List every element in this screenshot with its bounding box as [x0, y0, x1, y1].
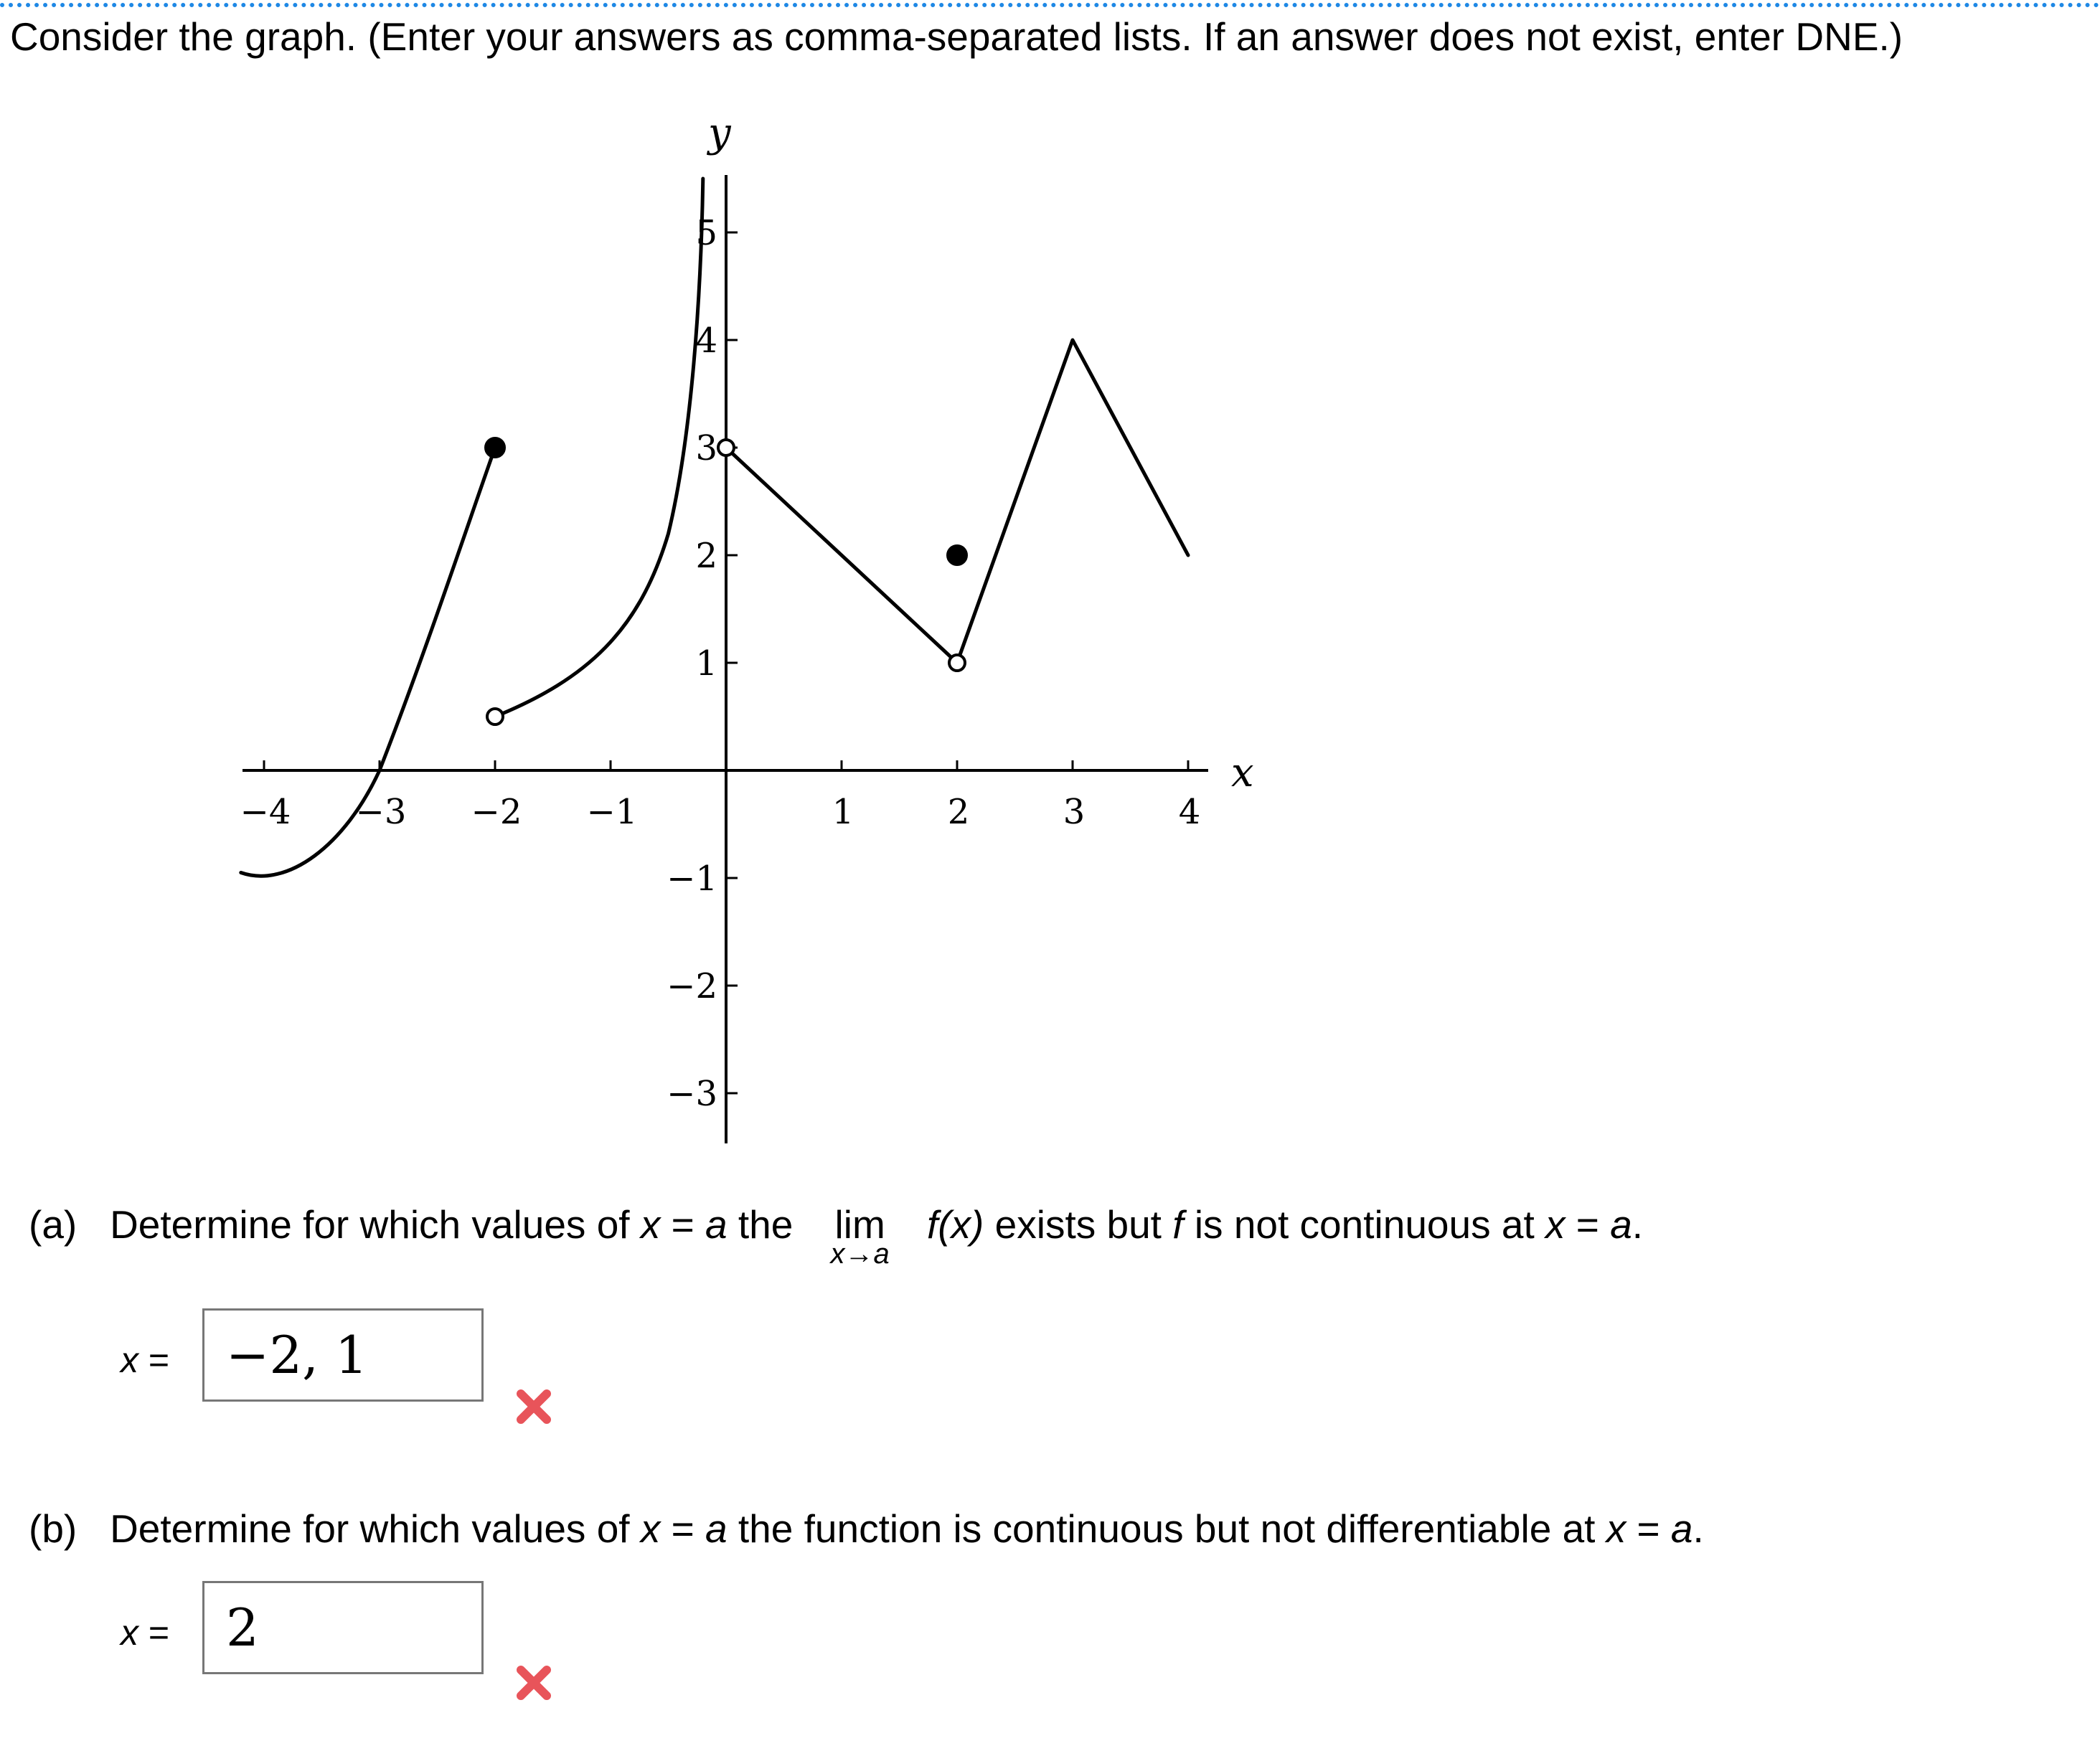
equals-sign: = [671, 1202, 694, 1247]
incorrect-icon [514, 1387, 554, 1427]
x-tick-label: 3 [1063, 792, 1086, 832]
line-piece-middle [726, 448, 957, 663]
closed-dot [486, 438, 504, 457]
equals-sign: = [1637, 1506, 1660, 1551]
y-axis-name: y [708, 110, 731, 156]
var-x: x [1606, 1506, 1626, 1551]
var-a: a [705, 1202, 728, 1247]
y-tick-label: 3 [695, 428, 717, 468]
var-a: a [705, 1506, 728, 1551]
var-x: x [640, 1202, 661, 1247]
var-a: a [1610, 1202, 1632, 1247]
var-a: a [1670, 1506, 1693, 1551]
period: . [1692, 1506, 1704, 1551]
limit-subscript: x→a [830, 1238, 890, 1270]
open-dot [949, 655, 965, 671]
equals-sign: = [671, 1506, 694, 1551]
question-a-mid: exists but [994, 1202, 1162, 1247]
x-tick-label: −3 [355, 792, 407, 832]
answer-b-var: x [121, 1613, 138, 1653]
answer-a-label [121, 1339, 169, 1382]
y-tick-label: −1 [667, 859, 717, 899]
x-axis-name: x [1231, 750, 1254, 796]
answer-a-var: x [121, 1340, 138, 1380]
axis-ticks [240, 213, 1201, 1114]
y-tick-label: −2 [667, 966, 717, 1006]
question-b-mid: the function is continuous but not differentiable at [738, 1506, 1596, 1551]
answer-b-eq: = [148, 1613, 170, 1653]
answer-b-input[interactable]: 2 [202, 1581, 484, 1674]
x-tick-label: 1 [832, 792, 854, 832]
y-tick-label: −3 [667, 1074, 717, 1114]
instructions-text: Consider the graph. (Enter your answers as comma-separated lists. If an answer does not exist, enter DNE.) [10, 14, 1903, 59]
question-b-text: Determine for which values of [110, 1506, 630, 1551]
x-tick-label: −2 [471, 792, 522, 832]
function-fx: f(x) [926, 1202, 984, 1247]
open-dot [487, 709, 503, 724]
y-tick-label: 1 [695, 643, 717, 684]
question-b-label: (b) [29, 1506, 77, 1551]
incorrect-icon [514, 1663, 554, 1703]
question-a-mid2: is not continuous at [1194, 1202, 1535, 1247]
y-tick-label: 5 [695, 213, 717, 253]
answer-a-input[interactable]: −2, 1 [202, 1308, 484, 1402]
x-tick-label: −1 [586, 792, 638, 832]
x-tick-label: 4 [1178, 792, 1201, 832]
equals-sign: = [1576, 1202, 1599, 1247]
var-x: x [640, 1506, 661, 1551]
x-tick-label: −4 [240, 792, 291, 832]
question-a-label: (a) [29, 1202, 77, 1247]
period: . [1631, 1202, 1644, 1247]
y-tick-label: 2 [695, 536, 717, 576]
question-a [29, 1199, 1644, 1270]
question-b [29, 1504, 1704, 1554]
curve-piece-asymptote [495, 179, 703, 717]
var-f: f [1172, 1202, 1184, 1247]
var-x: x [1545, 1202, 1565, 1247]
answer-a-eq: = [148, 1340, 170, 1380]
question-a-text: Determine for which values of [110, 1202, 630, 1247]
isolated-closed-dot [948, 546, 966, 565]
limit-notation [810, 1199, 910, 1270]
answer-b-label [121, 1611, 169, 1654]
word-the: the [738, 1202, 794, 1247]
function-graph [0, 0, 1291, 1162]
open-dot [718, 440, 734, 455]
x-tick-label: 2 [947, 792, 970, 832]
line-piece-right [957, 340, 1188, 663]
y-tick-label: 4 [695, 321, 717, 361]
limit-word: lim [834, 1202, 885, 1247]
